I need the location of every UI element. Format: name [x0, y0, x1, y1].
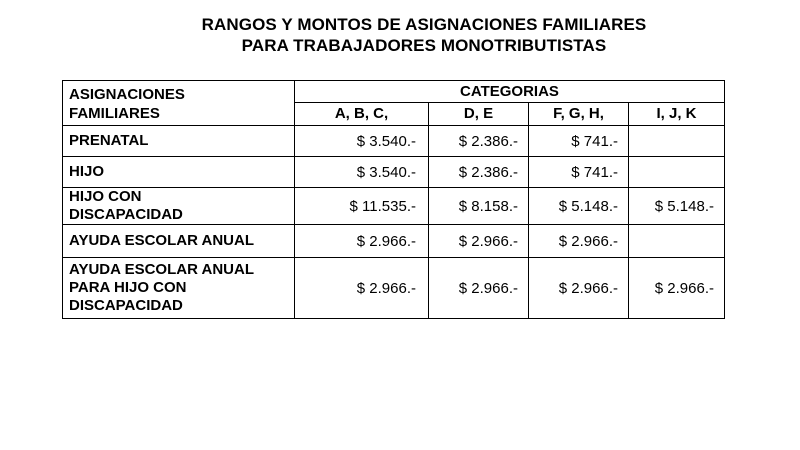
row-label-line: AYUDA ESCOLAR ANUAL	[69, 261, 255, 278]
cell-value: $ 11.535.-	[295, 188, 429, 225]
cell-value: $ 5.148.-	[529, 188, 629, 225]
cell-value-empty	[629, 126, 725, 157]
allowances-table	[62, 80, 725, 319]
cell-value-empty	[629, 157, 725, 188]
row-label-prenatal: PRENATAL	[63, 126, 295, 157]
row-label-ayuda-escolar: AYUDA ESCOLAR ANUAL	[63, 225, 295, 258]
document-title	[0, 14, 800, 56]
cell-value-empty	[629, 225, 725, 258]
column-header-abc: A, B, C,	[295, 103, 429, 126]
cell-value: $ 2.966.-	[295, 225, 429, 258]
cell-value: $ 2.966.-	[429, 225, 529, 258]
column-header-de: D, E	[429, 103, 529, 126]
row-label-hijo: HIJO	[63, 157, 295, 188]
corner-header	[63, 81, 295, 126]
cell-value: $ 2.966.-	[529, 225, 629, 258]
cell-value: $ 2.966.-	[529, 258, 629, 319]
column-header-fgh: F, G, H,	[529, 103, 629, 126]
cell-value: $ 2.386.-	[429, 157, 529, 188]
cell-value: $ 2.966.-	[629, 258, 725, 319]
cell-value: $ 3.540.-	[295, 126, 429, 157]
categories-header: CATEGORIAS	[295, 81, 725, 103]
table-row-hijo	[63, 157, 725, 188]
table-row-prenatal	[63, 126, 725, 157]
cell-value: $ 2.386.-	[429, 126, 529, 157]
column-header-ijk: I, J, K	[629, 103, 725, 126]
header-row-group	[63, 81, 725, 103]
cell-value: $ 8.158.-	[429, 188, 529, 225]
cell-value: $ 5.148.-	[629, 188, 725, 225]
table-row-ayuda-escolar-discapacidad	[63, 258, 725, 319]
table-row-ayuda-escolar	[63, 225, 725, 258]
row-label-ayuda-escolar-discapacidad	[63, 258, 295, 319]
cell-value: $ 2.966.-	[295, 258, 429, 319]
corner-header-line-1: ASIGNACIONES	[69, 86, 185, 103]
title-line-2: PARA TRABAJADORES MONOTRIBUTISTAS	[241, 36, 607, 55]
cell-value: $ 741.-	[529, 157, 629, 188]
title-line-1: RANGOS Y MONTOS DE ASIGNACIONES FAMILIARES	[201, 15, 647, 34]
row-label-hijo-discapacidad	[63, 188, 295, 225]
corner-header-line-2: FAMILIARES	[69, 105, 160, 122]
row-label-line: HIJO CON	[69, 188, 142, 205]
cell-value: $ 3.540.-	[295, 157, 429, 188]
row-label-line: PARA HIJO CON	[69, 279, 187, 296]
cell-value: $ 741.-	[529, 126, 629, 157]
cell-value: $ 2.966.-	[429, 258, 529, 319]
table-row-hijo-discapacidad	[63, 188, 725, 225]
row-label-line: DISCAPACIDAD	[69, 297, 183, 314]
row-label-line: DISCAPACIDAD	[69, 206, 183, 223]
